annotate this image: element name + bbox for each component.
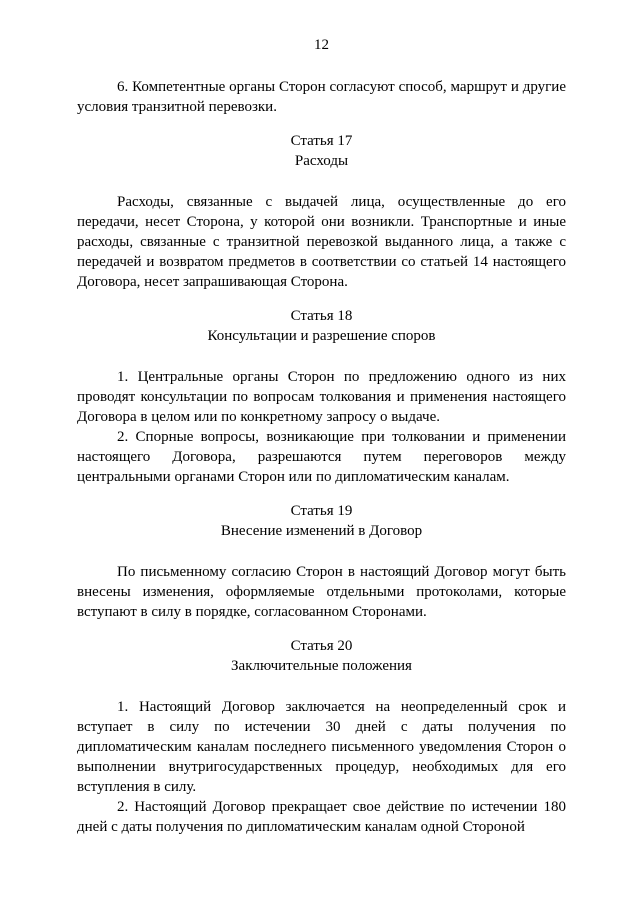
spacer bbox=[77, 346, 566, 367]
page-number: 12 bbox=[314, 37, 329, 53]
spacer bbox=[77, 622, 566, 636]
article-number: Статья 17 bbox=[290, 133, 353, 149]
article-title: Заключительные положения bbox=[231, 658, 412, 674]
document-page bbox=[77, 36, 566, 837]
spacer bbox=[77, 541, 566, 562]
spacer bbox=[77, 117, 566, 131]
paragraph: 6. Компетентные органы Сторон согласуют способ, маршрут и другие условия транзитной перевозки. bbox=[77, 79, 566, 115]
article-title: Расходы bbox=[294, 153, 349, 169]
paragraph: 2. Настоящий Договор прекращает свое действие по истечении 180 дней с даты получения по дипломатическим каналам одной Стороной bbox=[77, 799, 566, 835]
spacer bbox=[77, 171, 566, 192]
paragraph: 2. Спорные вопросы, возникающие при толковании и применении настоящего Договора, разрешаются путем переговоров между центральными органами Сторон или по дипломатическим каналам. bbox=[77, 429, 566, 485]
paragraph: По письменному согласию Сторон в настоящий Договор могут быть внесены изменения, оформляемые отдельными протоколами, которые вступают в силу в порядке, согласованном Сторонами. bbox=[77, 564, 566, 620]
paragraph: 1. Центральные органы Сторон по предложению одного из них проводят консультации по вопросам толкования и применения настоящего Договора в целом или по конкретному запросу о выдаче. bbox=[77, 369, 566, 425]
paragraph: 1. Настоящий Договор заключается на неопределенный срок и вступает в силу по истечении 30 дней с даты получения по дипломатическим каналам последнего письменного уведомления Сторон о выполнении внутригосударственных процедур, необходимых для его вступления в силу. bbox=[77, 699, 566, 795]
article-title: Консультации и разрешение споров bbox=[207, 328, 436, 344]
article-number: Статья 20 bbox=[290, 638, 353, 654]
spacer bbox=[77, 676, 566, 697]
article-number: Статья 18 bbox=[290, 308, 353, 324]
paragraph: Расходы, связанные с выдачей лица, осуществленные до его передачи, несет Сторона, у которой они возникли. Транспортные и иные расходы, связанные с транзитной перевозкой выданного лица, а также с передачей и возвратом предметов в соответствии со статьей 14 настоящего Договора, несет запрашивающая Сторона. bbox=[77, 194, 566, 290]
article-title: Внесение изменений в Договор bbox=[220, 523, 423, 539]
spacer bbox=[77, 292, 566, 306]
spacer bbox=[77, 487, 566, 501]
article-number: Статья 19 bbox=[290, 503, 353, 519]
